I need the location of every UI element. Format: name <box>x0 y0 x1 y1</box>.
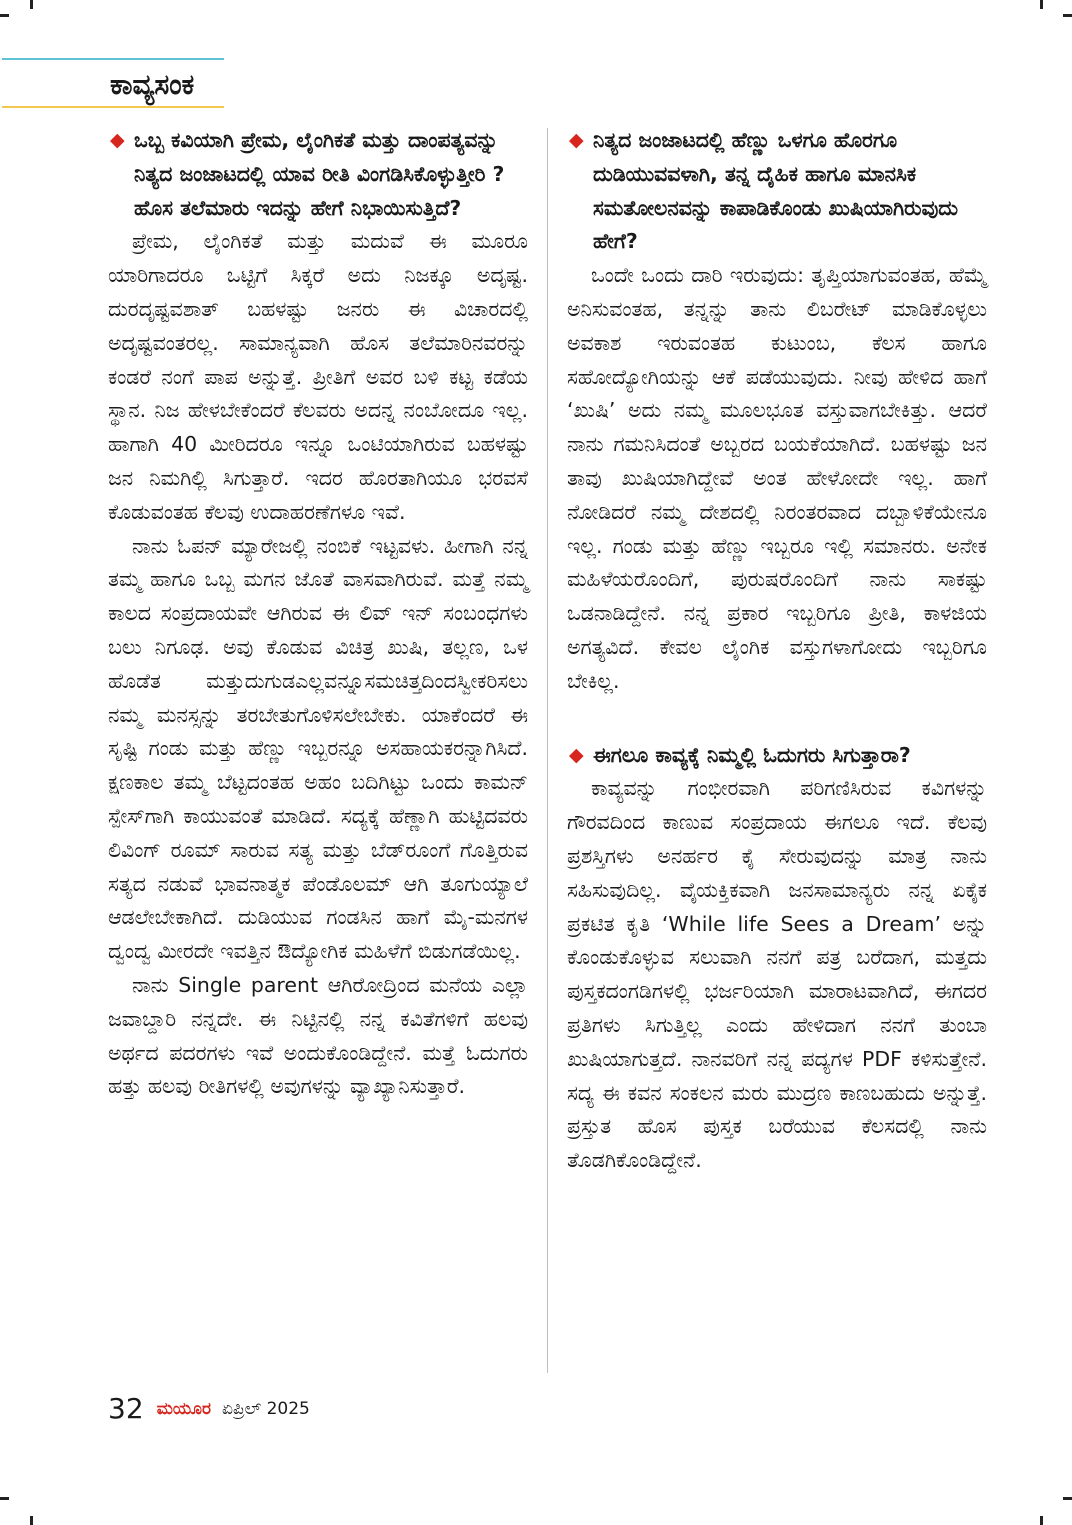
page-number: 32 <box>108 1392 144 1425</box>
spacer <box>567 699 987 739</box>
answer-paragraph: ನಾನು ಓಪನ್ ಮ್ಯಾರೇಜಲ್ಲಿ ನಂಬಿಕೆ ಇಟ್ಟವಳು. ಹೀಗಾಗಿ ನನ್ನ ತಮ್ಮ ಹಾಗೂ ಒಬ್ಬ ಮಗನ ಜೊತೆ ವಾಸವಾಗಿರುವೆ. ಮತ್ತೆ ನಮ್ಮ ಕಾಲದ ಸಂಪ್ರದಾಯವೇ ಆಗಿರುವ ಈ ಲಿವ್ ಇನ್ ಸಂಬಂಧಗಳು ಬಲು ನಿಗೂಢ. ಅವು ಕೊಡುವ ವಿಚಿತ್ರ ಖುಷಿ, ತಲ್ಲಣ, ಒಳ ಹೊಡೆತ ಮತ್ತುದುಗುಡಎಲ್ಲವನ್ನೂಸಮಚಿತ್ತದಿಂದಸ್ವೀಕರಿಸಲು ನಮ್ಮ ಮನಸ್ಸನ್ನು ತರಬೇತುಗೊಳಿಸಲೇಬೇಕು. ಯಾಕೆಂದರೆ ಈ ಸೃಷ್ಟಿ ಗಂಡು ಮತ್ತು ಹೆಣ್ಣು ಇಬ್ಬರನ್ನೂ ಅಸಹಾಯಕರನ್ನಾಗಿಸಿದೆ. ಕ್ಷಣಕಾಲ ತಮ್ಮ ಬೆಟ್ಟದಂತಹ ಅಹಂ ಬದಿಗಿಟ್ಟು ಒಂದು ಕಾಮನ್ ಸ್ಪೇಸ್‌ಗಾಗಿ ಕಾಯುವಂತೆ ಮಾಡಿದೆ. ಸದ್ಯಕ್ಕೆ ಹೆಣ್ಣಾಗಿ ಹುಟ್ಟಿದವರು ಲಿವಿಂಗ್ ರೂಮ್ ಸಾರುವ ಸತ್ಯ ಮತ್ತು ಬೆಡ್‌ರೂಂಗೆ ಗೊತ್ತಿರುವ ಸತ್ಯದ ನಡುವೆ ಭಾವನಾತ್ಮಕ ಪೆಂಡೊಲಮ್ ಆಗಿ ತೂಗುಯ್ಯಾಲೆ ಆಡಲೇಬೇಕಾಗಿದೆ. ದುಡಿಯುವ ಗಂಡಸಿನ ಹಾಗೆ ಮೈ-ಮನಗಳ ದ್ವಂದ್ವ ಮೀರದೇ ಇವತ್ತಿನ ಔದ್ಯೋಗಿಕ ಮಹಿಳೆಗೆ ಬಿಡುಗಡೆಯಿಲ್ಲ. <box>108 533 528 964</box>
question-block <box>567 739 987 773</box>
answer-paragraph: ನಾನು Single parent ಆಗಿರೋದ್ರಿಂದ ಮನೆಯ ಎಲ್ಲಾ ಜವಾಬ್ದಾರಿ ನನ್ನದೇ. ಈ ನಿಟ್ಟಿನಲ್ಲಿ ನನ್ನ ಕವಿತೆಗಳಿಗೆ ಹಲವು ಅರ್ಥದ ಪದರಗಳು ಇವೆ ಅಂದುಕೊಂಡಿದ್ದೇನೆ. ಮತ್ತೆ ಓದುಗರು ಹತ್ತು ಹಲವು ರೀತಿಗಳಲ್ಲಿ ಅವುಗಳನ್ನು ವ್ಯಾಖ್ಯಾನಿಸುತ್ತಾರೆ. <box>108 972 528 1099</box>
crop-mark-bottom-right-vertical <box>1040 1516 1043 1525</box>
left-column <box>108 124 528 1104</box>
section-header <box>2 58 224 108</box>
section-header-top-rule <box>2 58 224 60</box>
page-footer <box>108 1392 310 1428</box>
crop-mark-bottom-left-vertical <box>30 1516 33 1525</box>
answer-paragraph: ಕಾವ್ಯವನ್ನು ಗಂಭೀರವಾಗಿ ಪರಿಗಣಿಸಿರುವ ಕವಿಗಳನ್ನು ಗೌರವದಿಂದ ಕಾಣುವ ಸಂಪ್ರದಾಯ ಈಗಲೂ ಇದೆ. ಕೆಲವು ಪ್ರಶಸ್ತಿಗಳು ಅನರ್ಹರ ಕೈ ಸೇರುವುದನ್ನು ಮಾತ್ರ ನಾನು ಸಹಿಸುವುದಿಲ್ಲ. ವೈಯಕ್ತಿಕವಾಗಿ ಜನಸಾಮಾನ್ಯರು ನನ್ನ ಏಕೈಕ ಪ್ರಕಟಿತ ಕೃತಿ ‘While life Sees a Dream’ ಅನ್ನು ಕೊಂಡುಕೊಳ್ಳುವ ಸಲುವಾಗಿ ನನಗೆ ಪತ್ರ ಬರೆದಾಗ, ಮತ್ತದು ಪುಸ್ತಕದಂಗಡಿಗಳಲ್ಲಿ ಭರ್ಜರಿಯಾಗಿ ಮಾರಾಟವಾಗಿದೆ, ಈಗದರ ಪ್ರತಿಗಳು ಸಿಗುತ್ತಿಲ್ಲ ಎಂದು ಹೇಳಿದಾಗ ನನಗೆ ತುಂಬಾ ಖುಷಿಯಾಗುತ್ತದೆ. ನಾನವರಿಗೆ ನನ್ನ ಪದ್ಯಗಳ PDF ಕಳಿಸುತ್ತೇನೆ. ಸದ್ಯ ಈ ಕವನ ಸಂಕಲನ ಮರು ಮುದ್ರಣ ಕಾಣಬಹುದು ಅನ್ನುತ್ತೆ. ಪ್ರಸ್ತುತ ಹೊಸ ಪುಸ್ತಕ ಬರೆಯುವ ಕೆಲಸದಲ್ಲಿ ನಾನು ತೊಡಗಿಕೊಂಡಿದ್ದೇನೆ. <box>567 776 987 1173</box>
question-block <box>567 124 987 259</box>
magazine-logo: ಮಯೂರ <box>156 1398 211 1419</box>
column-divider <box>547 128 548 1373</box>
question-text: ಈಗಲೂ ಕಾವ್ಯಕ್ಕೆ ನಿಮ್ಮಲ್ಲಿ ಓದುಗರು ಸಿಗುತ್ತಾರಾ? <box>593 742 911 767</box>
crop-mark-top-right-vertical <box>1040 0 1043 9</box>
red-diamond-bullet-icon: ◆ <box>569 129 584 151</box>
right-column <box>567 124 987 1178</box>
question-text: ನಿತ್ಯದ ಜಂಜಾಟದಲ್ಲಿ ಹೆಣ್ಣು ಒಳಗೂ ಹೊರಗೂ ದುಡಿಯುವವಳಾಗಿ, ತನ್ನ ದೈಹಿಕ ಹಾಗೂ ಮಾನಸಿಕ ಸಮತೋಲನವನ್ನು ಕಾಪಾಡಿಕೊಂಡು ಖುಷಿಯಾಗಿರುವುದು ಹೇಗೆ? <box>593 128 959 254</box>
red-diamond-bullet-icon: ◆ <box>569 743 584 766</box>
section-title: ಕಾವ್ಯಸಂಕ <box>110 68 195 101</box>
issue-date: ಏಪ್ರಿಲ್ 2025 <box>222 1398 310 1419</box>
answer-paragraph: ಒಂದೇ ಒಂದು ದಾರಿ ಇರುವುದು: ತೃಪ್ತಿಯಾಗುವಂತಹ, ಹೆಮ್ಮೆ ಅನಿಸುವಂತಹ, ತನ್ನನ್ನು ತಾನು ಲಿಬರೇಟ್ ಮಾಡಿಕೊಳ್ಳಲು ಅವಕಾಶ ಇರುವಂತಹ ಕುಟುಂಬ, ಕೆಲಸ ಹಾಗೂ ಸಹೋದ್ಯೋಗಿಯನ್ನು ಆಕೆ ಪಡೆಯುವುದು. ನೀವು ಹೇಳಿದ ಹಾಗೆ ‘ಖುಷಿ’ ಅದು ನಮ್ಮ ಮೂಲಭೂತ ವಸ್ತುವಾಗಬೇಕಿತ್ತು. ಆದರೆ ನಾನು ಗಮನಿಸಿದಂತೆ ಅಬ್ಬರದ ಬಯಕೆಯಾಗಿದೆ. ಬಹಳಷ್ಟು ಜನ ತಾವು ಖುಷಿಯಾಗಿದ್ದೇವೆ ಅಂತ ಹೇಳೋದೇ ಇಲ್ಲ. ಹಾಗೆ ನೋಡಿದರೆ ನಮ್ಮ ದೇಶದಲ್ಲಿ ನಿರಂತರವಾದ ದಬ್ಬಾಳಿಕೆಯೇನೂ ಇಲ್ಲ. ಗಂಡು ಮತ್ತು ಹೆಣ್ಣು ಇಬ್ಬರೂ ಇಲ್ಲಿ ಸಮಾನರು. ಅನೇಕ ಮಹಿಳೆಯರೊಂದಿಗೆ, ಪುರುಷರೊಂದಿಗೆ ನಾನು ಸಾಕಷ್ಟು ಒಡನಾಡಿದ್ದೇನೆ. ನನ್ನ ಪ್ರಕಾರ ಇಬ್ಬರಿಗೂ ಪ್ರೀತಿ, ಕಾಳಜಿಯ ಅಗತ್ಯವಿದೆ. ಕೇವಲ ಲೈಂಗಿಕ ವಸ್ತುಗಳಾಗೋದು ಇಬ್ಬರಿಗೂ ಬೇಕಿಲ್ಲ. <box>567 263 987 693</box>
answer-paragraph: ಪ್ರೇಮ, ಲೈಂಗಿಕತೆ ಮತ್ತು ಮದುವೆ ಈ ಮೂರೂ ಯಾರಿಗಾದರೂ ಒಟ್ಟಿಗೆ ಸಿಕ್ಕರೆ ಅದು ನಿಜಕ್ಕೂ ಅದೃಷ್ಟ. ದುರದೃಷ್ಟವಶಾತ್ ಬಹಳಷ್ಟು ಜನರು ಈ ವಿಚಾರದಲ್ಲಿ ಅದೃಷ್ಟವಂತರಲ್ಲ. ಸಾಮಾನ್ಯವಾಗಿ ಹೊಸ ತಲೆಮಾರಿನವರನ್ನು ಕಂಡರೆ ನಂಗೆ ಪಾಪ ಅನ್ನುತ್ತೆ. ಪ್ರೀತಿಗೆ ಅವರ ಬಳಿ ಕಟ್ಟ ಕಡೆಯ ಸ್ಥಾನ. ನಿಜ ಹೇಳಬೇಕೆಂದರೆ ಕೆಲವರು ಅದನ್ನ ನಂಬೋದೂ ಇಲ್ಲ. ಹಾಗಾಗಿ 40 ಮೀರಿದರೂ ಇನ್ನೂ ಒಂಟಿಯಾಗಿರುವ ಬಹಳಷ್ಟು ಜನ ನಿಮಗಿಲ್ಲಿ ಸಿಗುತ್ತಾರೆ. ಇದರ ಹೊರತಾಗಿಯೂ ಭರವಸೆ ಕೊಡುವಂತಹ ಕೆಲವು ಉದಾಹರಣೆಗಳೂ ಇವೆ. <box>108 229 528 524</box>
crop-mark-top-left-vertical <box>30 0 33 9</box>
crop-mark-top-right <box>1063 14 1072 17</box>
crop-mark-top-left <box>0 14 9 17</box>
crop-mark-bottom-right <box>1063 1497 1072 1500</box>
question-text: ಒಬ್ಬ ಕವಿಯಾಗಿ ಪ್ರೇಮ, ಲೈಂಗಿಕತೆ ಮತ್ತು ದಾಂಪತ್ಯವನ್ನು ನಿತ್ಯದ ಜಂಜಾಟದಲ್ಲಿ ಯಾವ ರೀತಿ ವಿಂಗಡಿಸಿಕೊಳ್ಳುತ್ತೀರಿ ? ಹೊಸ ತಲೆಮಾರು ಇದನ್ನು ಹೇಗೆ ನಿಭಾಯಿಸುತ್ತಿದೆ? <box>134 128 505 220</box>
question-block <box>108 124 528 225</box>
red-diamond-bullet-icon: ◆ <box>110 129 125 151</box>
crop-mark-bottom-left <box>0 1497 9 1500</box>
section-header-bottom-rule <box>2 106 224 108</box>
